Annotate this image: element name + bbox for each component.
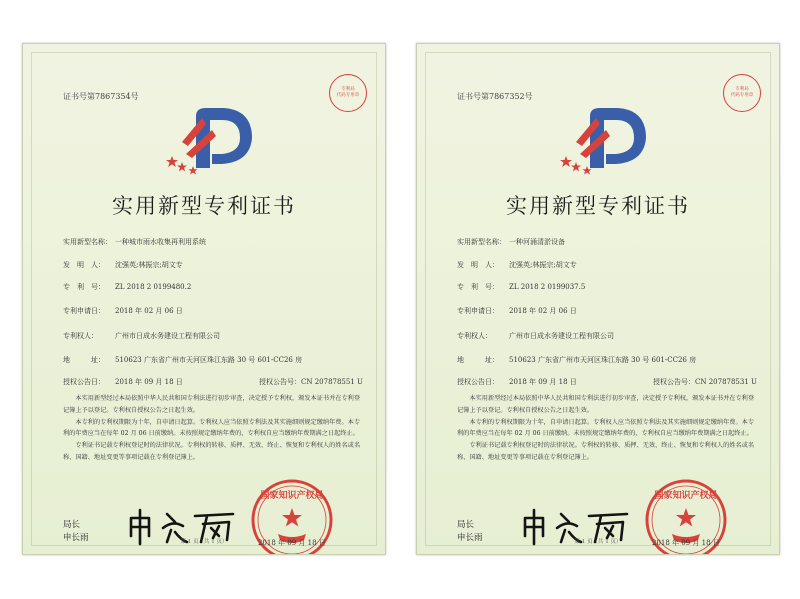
certificate-number: 证书号第7867354号 — [63, 92, 139, 101]
field-grant-date: 授权公告日： 2018 年 09 月 18 日 授权公告号：CN 207878551 U — [63, 378, 363, 386]
chief-title: 局长 — [457, 520, 475, 530]
field-patent-number: 专 利 号： ZL 2018 2 0199037.5 — [457, 283, 586, 291]
certificate-title: 实用新型专利证书 — [112, 194, 296, 218]
field-grant-number: 授权公告号：CN 207878551 U — [259, 378, 363, 386]
certificate-title: 实用新型专利证书 — [506, 194, 690, 218]
certificate-number: 证书号第7867352号 — [457, 92, 533, 101]
page-number: 第 1 页（共 1 页） — [180, 539, 228, 545]
chief-title: 局长 — [63, 520, 81, 530]
body-paragraph: 本专利的专利权期限为十年，自申请日起算。专利权人应当依照专利法及其实施细则规定缴纳年费。本专利的年费应当在每年 02 月 06 日前缴纳。未按照规定缴纳年费的，专利权自应当缴纳年费期满之日起终止。 — [457, 418, 755, 438]
body-paragraph: 本专利的专利权期限为十年，自申请日起算。专利权人应当依照专利法及其实施细则规定缴纳年费。本专利的年费应当在每年 02 月 06 日前缴纳。未按照规定缴纳年费的，专利权自应当缴纳年费期满之日起终止。 — [63, 418, 361, 438]
field-application-date: 专利申请日： 2018 年 02 月 06 日 — [63, 307, 183, 315]
cnipa-logo-icon — [166, 98, 262, 180]
field-patent-number: 专 利 号： ZL 2018 2 0199480.2 — [63, 283, 192, 291]
cnipa-logo-icon — [560, 98, 656, 180]
field-application-date: 专利申请日： 2018 年 02 月 06 日 — [457, 307, 577, 315]
top-corner-seal: 专利局 代码专用章 — [723, 74, 761, 112]
seal-date: 2018 年 09 月 18 日 — [652, 539, 720, 547]
field-utility-model-name: 实用新型名称： 一种城市雨水收集再利用系统 — [63, 238, 206, 246]
top-corner-seal: 专利局 代码专用章 — [329, 74, 367, 112]
chief-name: 申长雨 — [63, 533, 89, 543]
seal-text: 国家知识产权局 — [260, 491, 324, 501]
chief-name: 申长雨 — [457, 533, 483, 543]
field-patentee: 专利权人： 广州市日成水务建设工程有限公司 — [63, 332, 220, 340]
body-paragraph: 专利证书记载专利权登记时的法律状况。专利权的转移、质押、无效、终止、恢复和专利权人的姓名或名称、国籍、地址变更等事项记载在专利登记簿上。 — [63, 442, 361, 461]
body-paragraph: 本实用新型经过本局依照中华人民共和国专利法进行初步审查，决定授予专利权，颁发本证书并在专利登记簿上予以登记。专利权自授权公告之日起生效。 — [457, 395, 755, 414]
field-inventors: 发 明 人： 沈强英;林振宗;胡文专 — [457, 261, 577, 269]
certificate-body-text — [63, 393, 363, 464]
field-grant-date: 授权公告日： 2018 年 09 月 18 日 授权公告号：CN 207878531 U — [457, 378, 757, 386]
field-patentee: 专利权人： 广州市日成水务建设工程有限公司 — [457, 332, 614, 340]
body-paragraph: 本实用新型经过本局依照中华人民共和国专利法进行初步审查，决定授予专利权，颁发本证书并在专利登记簿上予以登记。专利权自授权公告之日起生效。 — [63, 395, 361, 414]
field-address: 地 址： 510623 广东省广州市天河区珠江东路 30 号 601-CC26 房 — [63, 356, 303, 364]
certificate-body-text — [457, 393, 757, 464]
patent-certificate-right — [416, 43, 780, 555]
field-utility-model-name: 实用新型名称： 一种河涌清淤设备 — [457, 238, 565, 246]
patent-certificate-left — [22, 43, 386, 555]
body-paragraph: 专利证书记载专利权登记时的法律状况。专利权的转移、质押、无效、终止、恢复和专利权人的姓名或名称、国籍、地址变更等事项记载在专利登记簿上。 — [457, 442, 755, 461]
field-address: 地 址： 510623 广东省广州市天河区珠江东路 30 号 601-CC26 房 — [457, 356, 697, 364]
page-number: 第 1 页（共 1 页） — [574, 539, 622, 545]
seal-text: 国家知识产权局 — [654, 491, 718, 501]
seal-date: 2018 年 09 月 18 日 — [258, 539, 326, 547]
field-grant-number: 授权公告号：CN 207878531 U — [653, 378, 757, 386]
field-inventors: 发 明 人： 沈强英;林振宗;胡文专 — [63, 261, 183, 269]
